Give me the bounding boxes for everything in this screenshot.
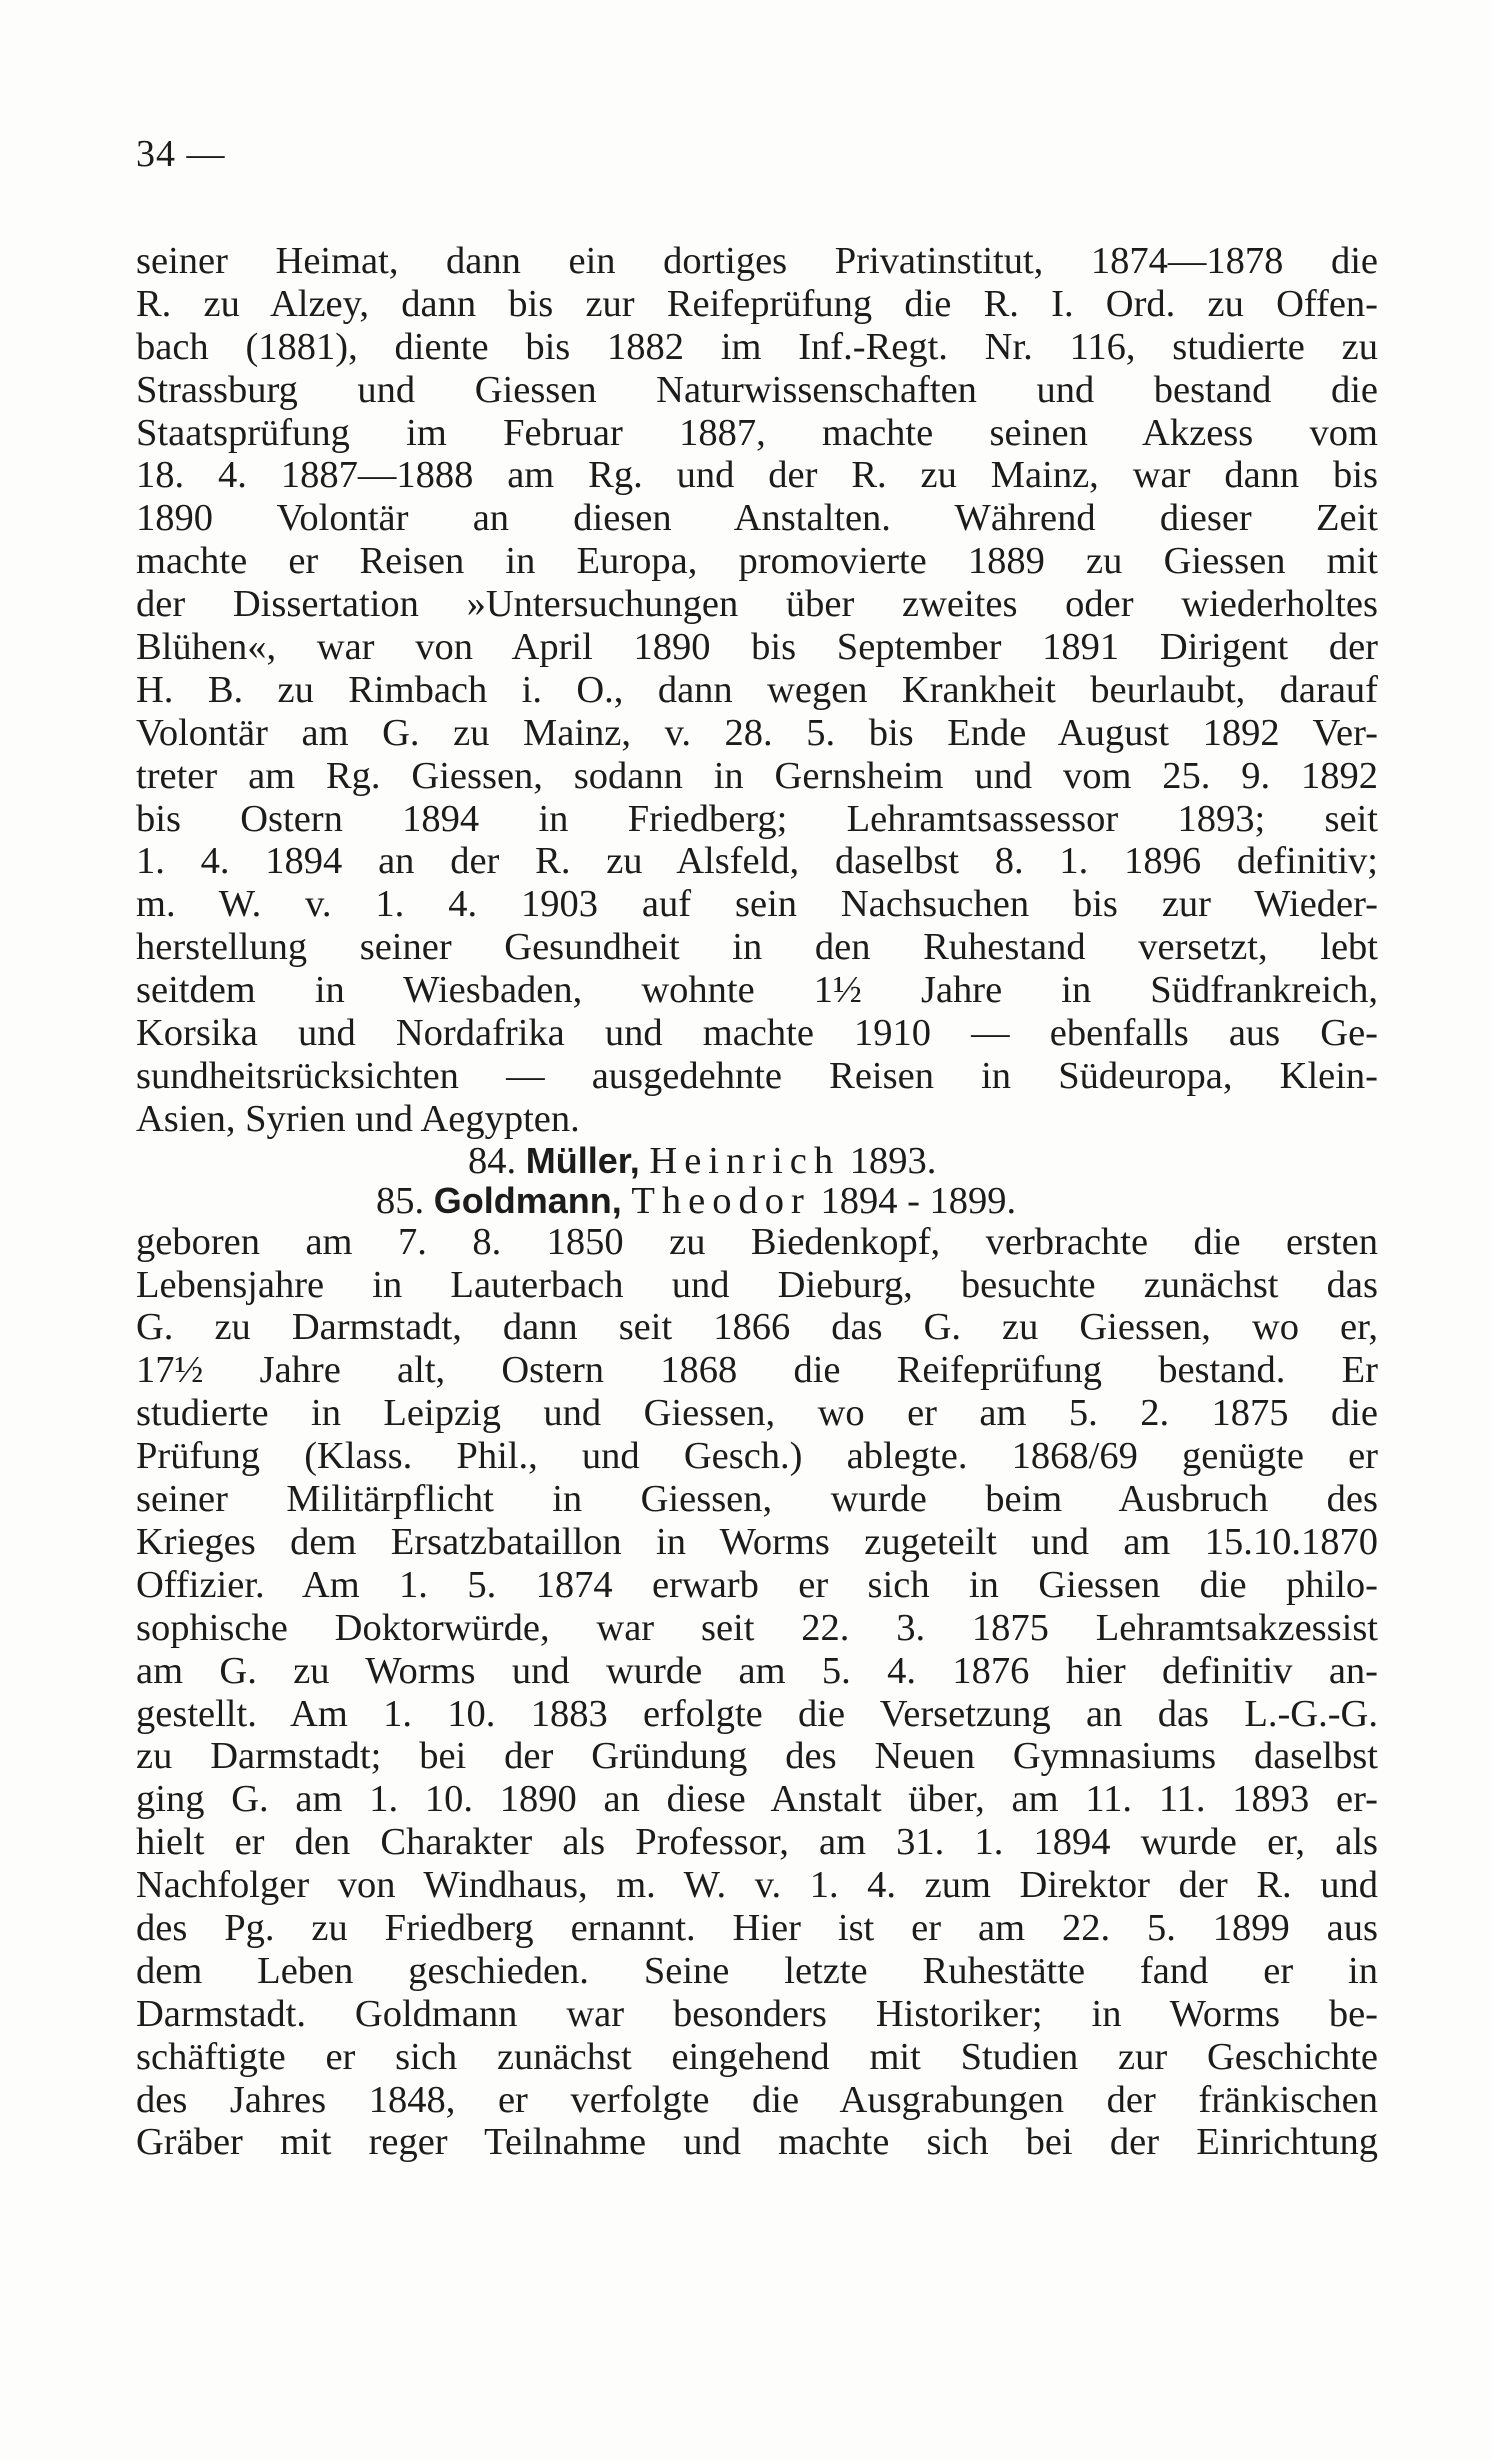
entry-surname: Goldmann, <box>433 1179 622 1221</box>
text-line: Asien, Syrien und Aegypten. <box>136 1097 580 1140</box>
text-line: R. zu Alzey, dann bis zur Reifeprüfung die R. I. Ord. zu Offen- <box>136 282 1378 325</box>
text-line: schäftigte er sich zunächst eingehend mit Studien zur Geschichte <box>136 2035 1378 2078</box>
text-line: Darmstadt. Goldmann war besonders Historiker; in Worms be- <box>136 1992 1378 2035</box>
text-line: m. W. v. 1. 4. 1903 auf sein Nachsuchen bis zur Wieder- <box>136 883 1378 926</box>
text-line: bis Ostern 1894 in Friedberg; Lehramtsassessor 1893; seit <box>136 797 1378 840</box>
entry-number: 84. <box>468 1139 517 1182</box>
paragraph-goldmann-biography <box>136 1221 1378 2165</box>
text-line: machte er Reisen in Europa, promovierte 1889 zu Giessen mit <box>136 540 1378 583</box>
text-line: 1890 Volontär an diesen Anstalten. Während dieser Zeit <box>136 497 1378 540</box>
text-line: Staatsprüfung im Februar 1887, machte seinen Akzess vom <box>136 411 1378 454</box>
text-line: Volontär am G. zu Mainz, v. 28. 5. bis Ende August 1892 Ver- <box>136 711 1378 754</box>
entry-years: 1893. <box>849 1139 937 1182</box>
text-line: 18. 4. 1887—1888 am Rg. und der R. zu Mainz, war dann bis <box>136 454 1378 497</box>
entry-given-name: Heinrich <box>649 1139 841 1182</box>
entry-surname: Müller, <box>525 1139 640 1181</box>
entry-heading-85 <box>136 1181 1378 1221</box>
text-line: 1. 4. 1894 an der R. zu Alsfeld, daselbst 8. 1. 1896 definitiv; <box>136 840 1378 883</box>
text-line: G. zu Darmstadt, dann seit 1866 das G. zu Giessen, wo er, <box>136 1306 1378 1349</box>
text-line: sophische Doktorwürde, war seit 22. 3. 1875 Lehramtsakzessist <box>136 1606 1378 1649</box>
text-line: Offizier. Am 1. 5. 1874 erwarb er sich in Giessen die philo- <box>136 1563 1378 1606</box>
body-text <box>136 240 1378 2164</box>
text-line: Prüfung (Klass. Phil., und Gesch.) ablegte. 1868/69 genügte er <box>136 1435 1378 1478</box>
text-line: Nachfolger von Windhaus, m. W. v. 1. 4. zum Direktor der R. und <box>136 1864 1378 1907</box>
text-line: hielt er den Charakter als Professor, am 31. 1. 1894 wurde er, als <box>136 1821 1378 1864</box>
text-line: Lebensjahre in Lauterbach und Dieburg, besuchte zunächst das <box>136 1263 1378 1306</box>
text-line: geboren am 7. 8. 1850 zu Biedenkopf, verbrachte die ersten <box>136 1220 1378 1263</box>
text-line: Gräber mit reger Teilnahme und machte sich bei der Einrichtung <box>136 2121 1378 2164</box>
text-line: treter am Rg. Giessen, sodann in Gernsheim und vom 25. 9. 1892 <box>136 754 1378 797</box>
text-line: am G. zu Worms und wurde am 5. 4. 1876 hier definitiv an- <box>136 1649 1378 1692</box>
text-line: Krieges dem Ersatzbataillon in Worms zugeteilt und am 15.10.1870 <box>136 1520 1378 1563</box>
text-line: H. B. zu Rimbach i. O., dann wegen Krankheit beurlaubt, darauf <box>136 668 1378 711</box>
entry-number: 85. <box>376 1179 425 1222</box>
text-line: sundheitsrücksichten — ausgedehnte Reisen in Südeuropa, Klein- <box>136 1054 1378 1097</box>
text-line: seiner Heimat, dann ein dortiges Privatinstitut, 1874—1878 die <box>136 240 1378 282</box>
text-line: seiner Militärpflicht in Giessen, wurde beim Ausbruch des <box>136 1478 1378 1521</box>
text-line: Korsika und Nordafrika und machte 1910 — ebenfalls aus Ge- <box>136 1012 1378 1055</box>
text-line: ging G. am 1. 10. 1890 an diese Anstalt über, am 11. 11. 1893 er- <box>136 1778 1378 1821</box>
text-line: zu Darmstadt; bei der Gründung des Neuen Gymnasiums daselbst <box>136 1735 1378 1778</box>
text-line: bach (1881), diente bis 1882 im Inf.-Regt. Nr. 116, studierte zu <box>136 325 1378 368</box>
text-line: gestellt. Am 1. 10. 1883 erfolgte die Versetzung an das L.-G.-G. <box>136 1692 1378 1735</box>
text-line: Strassburg und Giessen Naturwissenschaften und bestand die <box>136 368 1378 411</box>
entry-given-name: Theodor <box>631 1179 811 1222</box>
entry-heading-84 <box>136 1141 1378 1181</box>
text-line: des Pg. zu Friedberg ernannt. Hier ist er am 22. 5. 1899 aus <box>136 1906 1378 1949</box>
text-line: dem Leben geschieden. Seine letzte Ruhestätte fand er in <box>136 1949 1378 1992</box>
paragraph-muller-biography <box>136 240 1378 1141</box>
text-line: studierte in Leipzig und Giessen, wo er am 5. 2. 1875 die <box>136 1392 1378 1435</box>
text-line: 17½ Jahre alt, Ostern 1868 die Reifeprüfung bestand. Er <box>136 1349 1378 1392</box>
text-line: des Jahres 1848, er verfolgte die Ausgrabungen der fränkischen <box>136 2078 1378 2121</box>
text-line: seitdem in Wiesbaden, wohnte 1½ Jahre in Südfrankreich, <box>136 969 1378 1012</box>
text-line: Blühen«, war von April 1890 bis September 1891 Dirigent der <box>136 626 1378 669</box>
text-line: herstellung seiner Gesundheit in den Ruhestand versetzt, lebt <box>136 926 1378 969</box>
page-number: 34 — <box>136 133 226 175</box>
text-line: der Dissertation »Untersuchungen über zweites oder wiederholtes <box>136 583 1378 626</box>
entry-years: 1894 - 1899. <box>820 1179 1017 1222</box>
